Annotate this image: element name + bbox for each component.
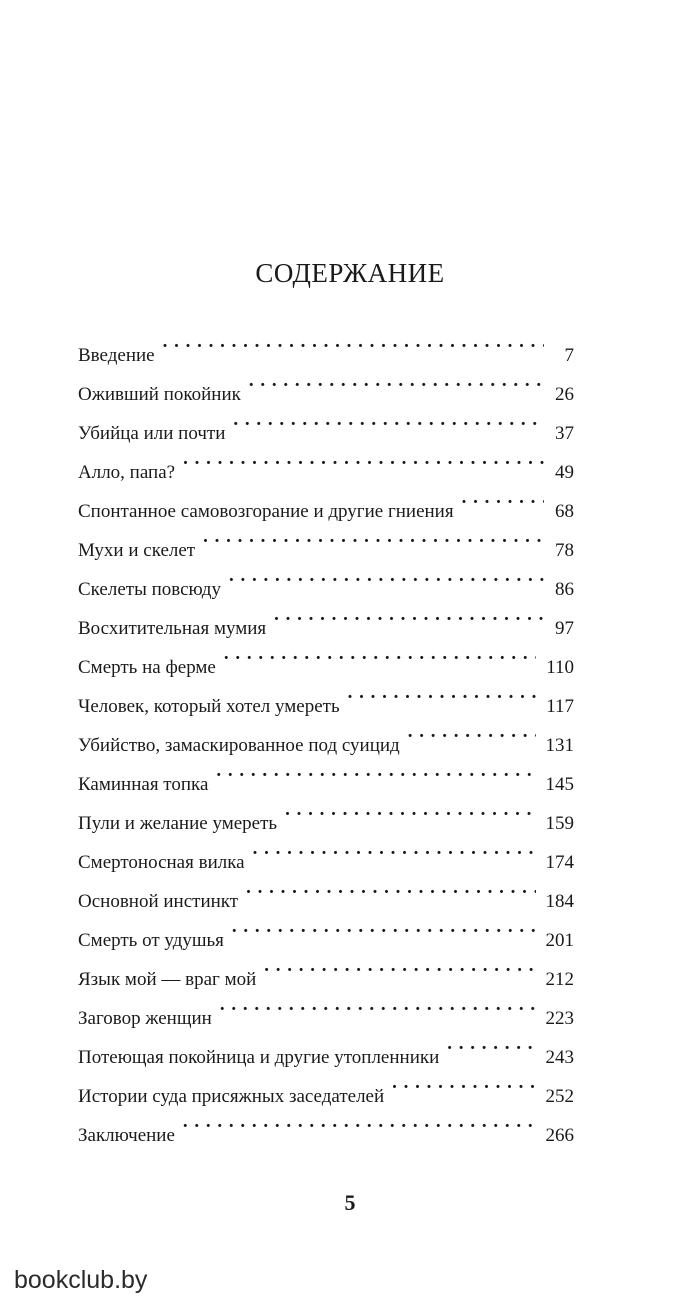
toc-entry-page: 174 xyxy=(545,852,574,873)
toc-leader-dots xyxy=(220,985,536,1024)
watermark: bookclub.by xyxy=(14,1266,148,1294)
toc-entry-page: 78 xyxy=(555,540,574,561)
toc-entry-title: Потеющая покойница и другие утопленники xyxy=(78,1047,440,1068)
toc-entry-title: Скелеты повсюду xyxy=(78,579,221,600)
toc-entry-page: 266 xyxy=(545,1125,574,1146)
toc-entry-title: Человек, который хотел умереть xyxy=(78,696,340,717)
toc-entry-title: Каминная топка xyxy=(78,774,209,795)
toc-entry-page: 159 xyxy=(545,813,574,834)
toc-entry-title: Спонтанное самовозгорание и другие гниения xyxy=(78,501,454,522)
toc-leader-dots xyxy=(462,478,544,517)
toc-leader-dots xyxy=(216,751,535,790)
toc-entry-title: Истории суда присяжных заседателей xyxy=(78,1086,385,1107)
toc-entry-page: 145 xyxy=(545,774,574,795)
toc-entry-title: Введение xyxy=(78,345,155,366)
toc-entry-title: Пули и желание умереть xyxy=(78,813,278,834)
toc-leader-dots xyxy=(392,1063,535,1102)
toc-entry-title: Восхитительная мумия xyxy=(78,618,267,639)
toc-leader-dots xyxy=(183,439,544,478)
toc-leader-dots xyxy=(264,946,535,985)
toc-entry-page: 26 xyxy=(555,384,574,405)
toc-entry-page: 212 xyxy=(545,969,574,990)
toc-entry-title: Убийство, замаскированное под суицид xyxy=(78,735,400,756)
toc-entry-page: 184 xyxy=(545,891,574,912)
toc-entry-page: 252 xyxy=(545,1086,574,1107)
toc-entry-title: Заговор женщин xyxy=(78,1008,212,1029)
toc-entry-page: 37 xyxy=(555,423,574,444)
toc-entry-title: Оживший покойник xyxy=(78,384,241,405)
toc-leader-dots xyxy=(233,400,544,439)
toc-entry-title: Язык мой — враг мой xyxy=(78,969,257,990)
toc-entry-page: 7 xyxy=(564,345,574,366)
toc-leader-dots xyxy=(163,322,544,361)
toc-entry-page: 49 xyxy=(555,462,574,483)
toc-leader-dots xyxy=(232,907,536,946)
toc-leader-dots xyxy=(183,1102,536,1141)
toc-leader-dots xyxy=(224,634,536,673)
toc-leader-dots xyxy=(249,361,544,400)
toc-entry xyxy=(78,322,574,366)
toc-leader-dots xyxy=(447,1024,535,1063)
toc-leader-dots xyxy=(203,517,544,556)
toc-entry-title: Основной инстинкт xyxy=(78,891,239,912)
toc-entry-title: Смертоносная вилка xyxy=(78,852,245,873)
toc-entry-title: Смерть от удушья xyxy=(78,930,224,951)
toc-entry-page: 243 xyxy=(545,1047,574,1068)
page-number: 5 xyxy=(344,1190,356,1215)
toc-entry-page: 86 xyxy=(555,579,574,600)
toc-entry-page: 117 xyxy=(546,696,574,717)
toc-leader-dots xyxy=(348,673,537,712)
toc-leader-dots xyxy=(246,868,535,907)
toc-leader-dots xyxy=(408,712,536,751)
table-of-contents xyxy=(78,322,574,1146)
toc-entry-page: 223 xyxy=(545,1008,574,1029)
toc-entry-page: 110 xyxy=(546,657,574,678)
toc-entry-title: Смерть на ферме xyxy=(78,657,216,678)
toc-entry-title: Алло, папа? xyxy=(78,462,176,483)
toc-leader-dots xyxy=(229,556,544,595)
toc-entry-page: 131 xyxy=(545,735,574,756)
toc-entry-page: 68 xyxy=(555,501,574,522)
toc-entry-title: Мухи и скелет xyxy=(78,540,196,561)
toc-entry-title: Заключение xyxy=(78,1125,175,1146)
toc-leader-dots xyxy=(285,790,535,829)
toc-entry-page: 97 xyxy=(555,618,574,639)
toc-leader-dots xyxy=(274,595,544,634)
toc-entry-title: Убийца или почти xyxy=(78,423,226,444)
toc-entry-page: 201 xyxy=(545,930,574,951)
page-title: СОДЕРЖАНИЕ xyxy=(255,258,445,288)
toc-leader-dots xyxy=(253,829,536,868)
